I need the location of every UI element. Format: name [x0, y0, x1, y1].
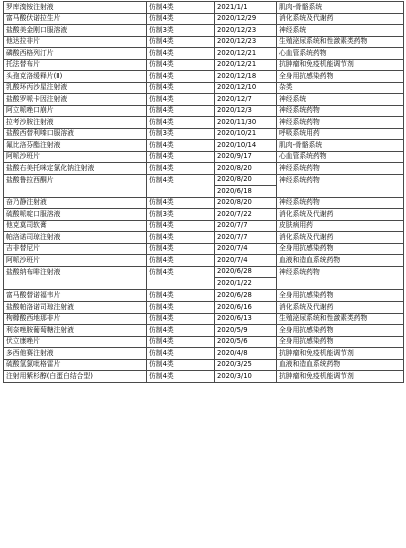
registration-type-cell: 仿制4类 — [147, 266, 215, 289]
therapeutic-category-cell: 全身用抗感染药物 — [277, 336, 404, 348]
table-row — [4, 313, 404, 325]
therapeutic-category-cell: 神经系统药物 — [277, 163, 404, 175]
table-row — [4, 359, 404, 371]
table-row — [4, 2, 404, 14]
approval-date-cell: 2020/9/17 — [215, 151, 277, 163]
registration-type-cell: 仿制4类 — [147, 94, 215, 106]
approval-date-cell: 2020/12/3 — [215, 105, 277, 117]
registration-type-cell: 仿制4类 — [147, 174, 215, 197]
table-row — [4, 255, 404, 267]
therapeutic-category-cell: 消化系统及代谢药 — [277, 232, 404, 244]
table-row — [4, 336, 404, 348]
registration-type-cell: 仿制4类 — [147, 2, 215, 14]
registration-type-cell: 仿制4类 — [147, 371, 215, 383]
table-row — [4, 174, 404, 186]
drug-name-cell: 罗库溴铵注射液 — [4, 2, 147, 14]
drug-name-cell: 盐酸帕洛诺司琼注射液 — [4, 302, 147, 314]
registration-type-cell: 仿制4类 — [147, 48, 215, 60]
drug-name-cell: 伏立康唑片 — [4, 336, 147, 348]
drug-name-cell: 利奈唑胺葡萄糖注射液 — [4, 325, 147, 337]
approval-date-cell: 2020/12/23 — [215, 36, 277, 48]
therapeutic-category-cell: 全身用抗感染药物 — [277, 71, 404, 83]
table-row — [4, 36, 404, 48]
therapeutic-category-cell: 消化系统及代谢药 — [277, 209, 404, 221]
approval-date-cell: 2020/12/29 — [215, 13, 277, 25]
therapeutic-category-cell: 神经系统 — [277, 25, 404, 37]
approval-date-cell: 2020/12/21 — [215, 48, 277, 60]
registration-type-cell: 仿制4类 — [147, 325, 215, 337]
therapeutic-category-cell: 血液和造血系统药物 — [277, 359, 404, 371]
approval-date-cell: 2020/12/10 — [215, 82, 277, 94]
therapeutic-category-cell: 生殖泌尿系统和性激素类药物 — [277, 36, 404, 48]
approval-date-cell: 2020/6/13 — [215, 313, 277, 325]
approval-date-cell: 2020/12/21 — [215, 59, 277, 71]
drug-name-cell: 奋乃静注射液 — [4, 197, 147, 209]
table-row — [4, 94, 404, 106]
drug-name-cell: 盐酸右美托咪定氯化钠注射液 — [4, 163, 147, 175]
therapeutic-category-cell: 神经系统药物 — [277, 174, 404, 197]
table-row — [4, 266, 404, 278]
therapeutic-category-cell: 神经系统药物 — [277, 197, 404, 209]
table-row — [4, 82, 404, 94]
approval-date-cell: 2020/8/20 — [215, 197, 277, 209]
approval-date-cell: 2020/3/10 — [215, 371, 277, 383]
registration-type-cell: 仿制4类 — [147, 359, 215, 371]
drug-name-cell: 盐酸西替利嗪口服溶液 — [4, 128, 147, 140]
registration-type-cell: 仿制4类 — [147, 302, 215, 314]
table-row — [4, 59, 404, 71]
registration-type-cell: 仿制4类 — [147, 232, 215, 244]
approval-date-cell: 2020/7/7 — [215, 232, 277, 244]
approval-date-cell: 2020/7/7 — [215, 220, 277, 232]
approval-date-cell: 2020/5/9 — [215, 325, 277, 337]
approval-date-cell: 2020/7/4 — [215, 255, 277, 267]
table-row — [4, 197, 404, 209]
approval-date-cell: 2020/6/16 — [215, 302, 277, 314]
table-row — [4, 48, 404, 60]
registration-type-cell: 仿制4类 — [147, 313, 215, 325]
drug-name-cell: 吉非替尼片 — [4, 243, 147, 255]
registration-type-cell: 仿制4类 — [147, 82, 215, 94]
table-row — [4, 105, 404, 117]
registration-type-cell: 仿制4类 — [147, 105, 215, 117]
table-row — [4, 209, 404, 221]
table-row — [4, 117, 404, 129]
approval-date-cell: 2020/12/23 — [215, 25, 277, 37]
table-row — [4, 151, 404, 163]
therapeutic-category-cell: 呼吸系统用药 — [277, 128, 404, 140]
drug-name-cell: 拉考沙胺注射液 — [4, 117, 147, 129]
drug-name-cell: 盐酸美金刚口服溶液 — [4, 25, 147, 37]
table-row — [4, 13, 404, 25]
table-row — [4, 220, 404, 232]
drug-name-cell: 枸橼酸西地那非片 — [4, 313, 147, 325]
therapeutic-category-cell: 全身用抗感染药物 — [277, 289, 404, 302]
table-row — [4, 25, 404, 37]
therapeutic-category-cell: 消化系统及代谢药 — [277, 302, 404, 314]
approval-date-cell: 2020/10/21 — [215, 128, 277, 140]
drug-name-cell: 托法替布片 — [4, 59, 147, 71]
therapeutic-category-cell: 生殖泌尿系统和性激素类药物 — [277, 313, 404, 325]
approval-date-cell: 2020/3/25 — [215, 359, 277, 371]
approval-date-cell: 2020/8/20 — [215, 163, 277, 175]
therapeutic-category-cell: 神经系统药物 — [277, 105, 404, 117]
registration-type-cell: 仿制4类 — [147, 255, 215, 267]
drug-name-cell: 头孢克洛缓释片(Ⅱ) — [4, 71, 147, 83]
registration-type-cell: 仿制4类 — [147, 13, 215, 25]
registration-type-cell: 仿制4类 — [147, 151, 215, 163]
drug-name-cell: 乳酸环丙沙星注射液 — [4, 82, 147, 94]
approval-date-cell: 2020/4/8 — [215, 348, 277, 360]
table-row — [4, 325, 404, 337]
registration-type-cell: 仿制4类 — [147, 71, 215, 83]
drug-name-cell: 氟比洛芬酯注射液 — [4, 140, 147, 152]
approval-date-cell: 2020/5/6 — [215, 336, 277, 348]
registration-type-cell: 仿制4类 — [147, 36, 215, 48]
approval-date-cell: 2020/10/14 — [215, 140, 277, 152]
therapeutic-category-cell: 抗肿瘤和免疫机能调节剂 — [277, 371, 404, 383]
registration-type-cell: 仿制4类 — [147, 243, 215, 255]
secondary-date-cell: 2020/1/22 — [215, 278, 277, 290]
therapeutic-category-cell: 皮肤病用药 — [277, 220, 404, 232]
registration-type-cell: 仿制4类 — [147, 336, 215, 348]
therapeutic-category-cell: 全身用抗感染药物 — [277, 325, 404, 337]
approval-date-cell: 2021/1/1 — [215, 2, 277, 14]
registration-type-cell: 仿制4类 — [147, 117, 215, 129]
approval-date-cell: 2020/11/30 — [215, 117, 277, 129]
registration-type-cell: 仿制3类 — [147, 209, 215, 221]
table-row — [4, 128, 404, 140]
drug-name-cell: 磷酸西格列汀片 — [4, 48, 147, 60]
table-row — [4, 348, 404, 360]
drug-name-cell: 盐酸纳布啡注射液 — [4, 266, 147, 289]
therapeutic-category-cell: 消化系统及代谢药 — [277, 13, 404, 25]
therapeutic-category-cell: 神经系统药物 — [277, 117, 404, 129]
table-row — [4, 140, 404, 152]
therapeutic-category-cell: 肌肉-骨骼系统 — [277, 140, 404, 152]
table-row — [4, 232, 404, 244]
approval-date-cell: 2020/12/7 — [215, 94, 277, 106]
approval-date-cell: 2020/7/22 — [215, 209, 277, 221]
registration-type-cell: 仿制4类 — [147, 59, 215, 71]
drug-name-cell: 盐酸罗哌卡因注射液 — [4, 94, 147, 106]
approval-date-cell: 2020/7/4 — [215, 243, 277, 255]
drug-name-cell: 硫酸哌啶口服溶液 — [4, 209, 147, 221]
drug-name-cell: 阿立哌唑口崩片 — [4, 105, 147, 117]
drug-name-cell: 富马酸伏诺拉生片 — [4, 13, 147, 25]
therapeutic-category-cell: 抗肿瘤和免疫机能调节剂 — [277, 59, 404, 71]
registration-type-cell: 仿制3类 — [147, 128, 215, 140]
drug-name-cell: 他达拉非片 — [4, 36, 147, 48]
approval-date-cell: 2020/8/20 — [215, 174, 277, 186]
therapeutic-category-cell: 抗肿瘤和免疫机能调节剂 — [277, 348, 404, 360]
drug-name-cell: 注射用紫杉醇(白蛋白结合型) — [4, 371, 147, 383]
therapeutic-category-cell: 心血管系统药物 — [277, 48, 404, 60]
registration-type-cell: 仿制4类 — [147, 220, 215, 232]
therapeutic-category-cell: 心血管系统药物 — [277, 151, 404, 163]
drug-name-cell: 阿哌沙班片 — [4, 151, 147, 163]
table-row — [4, 302, 404, 314]
registration-type-cell: 仿制4类 — [147, 163, 215, 175]
registration-type-cell: 仿制4类 — [147, 140, 215, 152]
drug-approval-table — [3, 1, 404, 383]
therapeutic-category-cell: 杂类 — [277, 82, 404, 94]
drug-name-cell: 硫酸氢氯吡格雷片 — [4, 359, 147, 371]
table-row — [4, 243, 404, 255]
therapeutic-category-cell: 肌肉-骨骼系统 — [277, 2, 404, 14]
drug-name-cell: 富马酸替诺福韦片 — [4, 289, 147, 302]
drug-name-cell: 盐酸鲁拉西酮片 — [4, 174, 147, 197]
drug-name-cell: 帕洛诺司琼注射液 — [4, 232, 147, 244]
therapeutic-category-cell: 血液和造血系统药物 — [277, 255, 404, 267]
registration-type-cell: 仿制4类 — [147, 289, 215, 302]
approval-date-cell: 2020/6/28 — [215, 266, 277, 278]
registration-type-cell: 仿制4类 — [147, 197, 215, 209]
therapeutic-category-cell: 全身用抗感染药物 — [277, 243, 404, 255]
registration-type-cell: 仿制4类 — [147, 348, 215, 360]
drug-name-cell: 他克莫司软膏 — [4, 220, 147, 232]
drug-name-cell: 多西他赛注射液 — [4, 348, 147, 360]
drug-name-cell: 阿哌沙班片 — [4, 255, 147, 267]
table-row — [4, 71, 404, 83]
therapeutic-category-cell: 神经系统 — [277, 94, 404, 106]
approval-date-cell: 2020/12/18 — [215, 71, 277, 83]
therapeutic-category-cell: 神经系统药物 — [277, 266, 404, 289]
registration-type-cell: 仿制3类 — [147, 25, 215, 37]
secondary-date-cell: 2020/6/18 — [215, 186, 277, 198]
table-row — [4, 163, 404, 175]
table-row — [4, 371, 404, 383]
approval-date-cell: 2020/6/28 — [215, 289, 277, 302]
